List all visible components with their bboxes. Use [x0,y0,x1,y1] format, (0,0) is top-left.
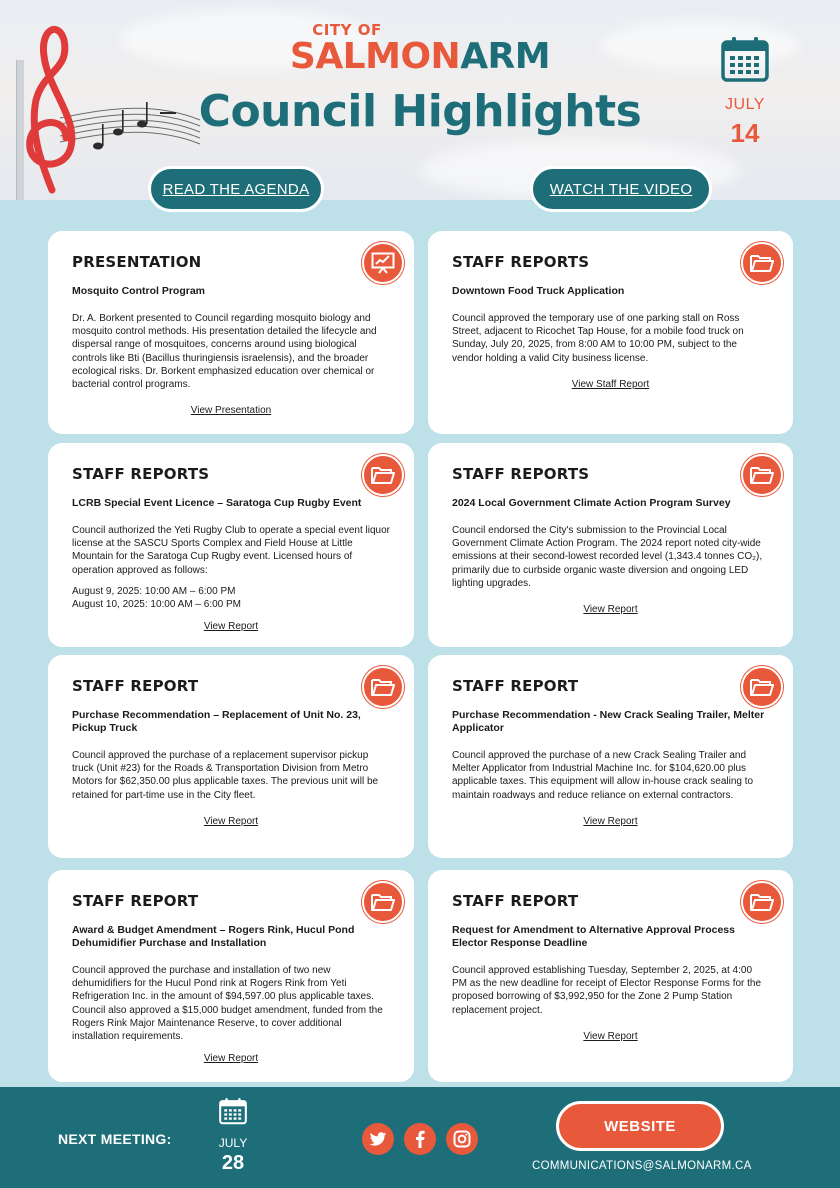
highlight-card [428,231,793,434]
page-header [0,0,840,200]
card-heading: STAFF REPORT [452,677,579,695]
card-subtitle: LCRB Special Event Licence – Saratoga Cup Rugby Event [72,497,362,509]
card-body: Council approved the temporary use of one parking stall on Ross Street, adjacent to Ricochet Tap House, for a mobile food truck on Sunday, July 20, 2025, from 8:00 AM to 10:00 PM, subject to the vendor holding a valid City business license. [452,313,744,364]
folder-icon [362,454,404,496]
card-subtitle: Mosquito Control Program [72,285,205,297]
calendar-icon [219,1097,247,1125]
folder-icon [362,881,404,923]
card-body: Council approved the purchase of a replacement supervisor pickup truck (Unit #23) for the Roads & Transportation Division from Metro Motors for $62,350.00 plus applicable taxes. The previous unit will be retained for part-time use in the City fleet. [72,750,379,801]
view-report-link[interactable]: View Report [203,815,259,827]
highlight-card [428,443,793,647]
calendar-icon [721,36,769,82]
folder-icon [741,666,783,708]
date-month: JULY [725,96,765,113]
social-links [362,1123,478,1155]
read-agenda-button[interactable]: READ THE AGENDA [148,166,324,212]
card-body: Council approved the purchase of a new Crack Sealing Trailer and Melter Applicator from Industrial Machine Inc. for $104,620.00 plus applicable taxes. This equipment will allow in-house crack sealing to maintain roadways and reduce reliance on external contractors. [452,750,754,801]
twitter-icon[interactable] [362,1123,394,1155]
page-title: Council Highlights [198,86,642,137]
logo-part-a: SALMON [289,36,461,77]
facebook-icon[interactable] [404,1123,436,1155]
view-report-link[interactable]: View Report [203,1053,259,1065]
highlight-card [428,870,793,1082]
folder-icon [362,666,404,708]
contact-email[interactable]: COMMUNICATIONS@SALMONARM.CA [532,1160,752,1172]
folder-icon [741,454,783,496]
card-subtitle: Purchase Recommendation - New Crack Sealing Trailer, Melter Applicator [452,709,765,734]
next-meeting-date [208,1097,258,1175]
card-subtitle: Purchase Recommendation – Replacement of Unit No. 23, Pickup Truck [72,709,361,734]
card-heading: STAFF REPORTS [452,253,590,271]
card-body: Council approved establishing Tuesday, September 2, 2025, at 4:00 PM as the new deadline for receipt of Elector Response Forms for the proposed borrowing of $3,992,950 for the Zone 2 Pump Station replacement project. [452,965,762,1016]
view-staff-report-link[interactable]: View Staff Report [571,378,650,390]
card-subtitle: Request for Amendment to Alternative Approval Process Elector Response Deadline [452,924,735,949]
next-meeting-month: JULY [218,1136,248,1150]
view-report-link[interactable]: View Report [583,815,638,827]
highlight-card [48,231,414,434]
highlight-card [428,655,793,858]
folder-icon [741,881,783,923]
card-heading: STAFF REPORTS [72,465,210,483]
logo-small-text: CITY OF [312,21,382,39]
view-presentation-link[interactable]: View Presentation [190,405,272,417]
card-heading: STAFF REPORT [72,892,199,910]
highlight-card [48,655,414,858]
card-heading: STAFF REPORT [452,892,579,910]
card-heading: STAFF REPORTS [452,465,590,483]
view-report-link[interactable]: View Report [583,604,638,616]
card-body: Council approved the purchase and installation of two new dehumidifiers for the Hucul Pond rink at Rogers Rink from Yeti Refrigeration Inc. in the amount of $94,597.00 plus applicable taxes. Council also approved a $15,000 budget amendment, funded from the Rogers Rink Major Maintenance Reserve, to cover additional installation requirements. [72,965,383,1043]
view-report-link[interactable]: View Report [583,1030,638,1042]
card-subtitle: Downtown Food Truck Application [452,285,625,297]
view-report-link[interactable]: View Report [203,621,259,633]
card-body: Council endorsed the City's submission to the Provincial Local Government Climate Action Program. The 2024 report noted city-wide emissions at their second-lowest recorded level (1,343.4 tonnes CO₂), primarily due to curbside organic waste diversion and ongoing LED lighting upgrades. [452,525,763,589]
highlight-card [48,870,414,1082]
next-meeting-day: 28 [221,1152,245,1174]
meeting-date [714,36,776,149]
date-day: 14 [730,118,760,148]
next-meeting-label: NEXT MEETING: [58,1131,172,1147]
page-footer [0,1087,840,1188]
folder-icon [741,242,783,284]
card-subtitle: Award & Budget Amendment – Rogers Rink, Hucul Pond Dehumidifier Purchase and Installation [72,924,355,949]
card-body: Council authorized the Yeti Rugby Club to operate a special event liquor license at the SASCU Sports Complex and Field House at Little Mountain for the Saratoga Cup Rugby event. Licensed hours of operation approved as follows: August 9, 2025: 10:00 AM – 6:00 PM August 10, 2025: 10:00 AM – 6:00 PM [72,525,390,611]
card-body: Dr. A. Borkent presented to Council regarding mosquito biology and mosquito control methods. His presentation detailed the lifecycle and dispersal range of mosquitoes, concerns around using biological controls like Bti (Bacillus thuringiensis israelensis), and the broader ecological risks. Dr. Borkent emphasized education over chemical or bacterial control programs. [72,313,377,391]
highlight-card [48,443,414,647]
card-subtitle: 2024 Local Government Climate Action Program Survey [452,497,731,509]
card-heading: STAFF REPORT [72,677,199,695]
website-button[interactable]: WEBSITE [556,1101,724,1151]
card-heading: PRESENTATION [72,253,202,271]
logo-part-b: ARM [460,36,551,77]
watch-video-button[interactable]: WATCH THE VIDEO [530,166,712,212]
instagram-icon[interactable] [446,1123,478,1155]
presentation-icon [362,242,404,284]
